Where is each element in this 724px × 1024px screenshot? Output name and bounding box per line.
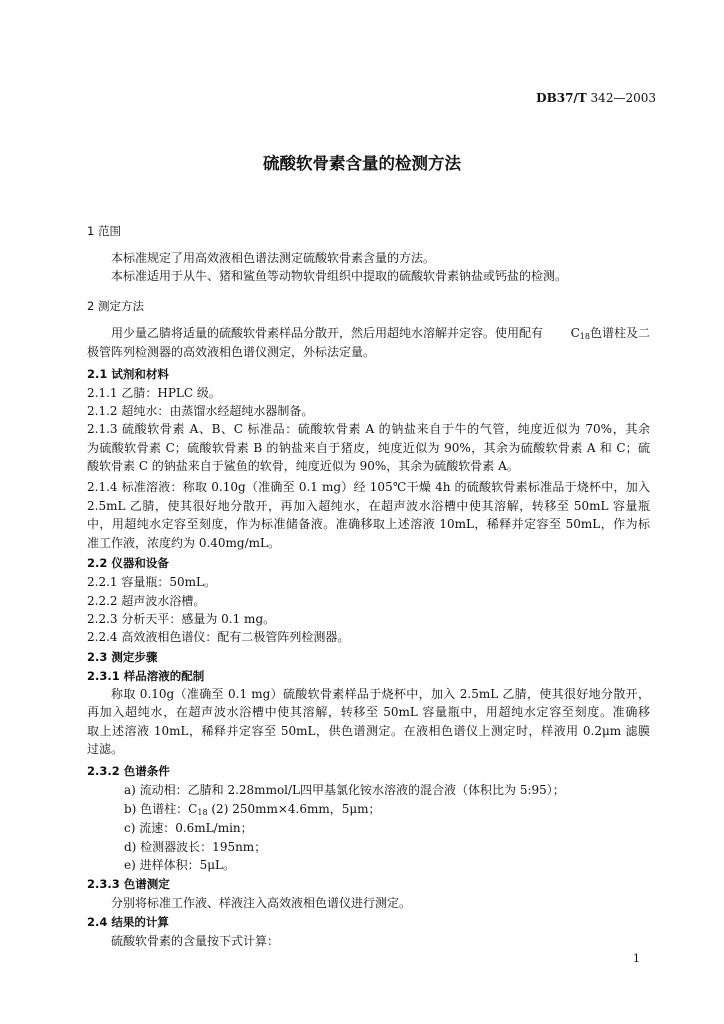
page-number: 1 — [633, 952, 640, 965]
item-2-1-4-line-3: 中，用超纯水定容至刻度，作为标准储备液。准确移取上述溶液 10mL，稀释并定容至 50mL，作为标 — [87, 517, 650, 531]
item-2-2-4: 2.2.4 高效液相色谱仪：配有二极管阵列检测器。 — [87, 630, 350, 644]
method-intro-column: $C_{18}$色谱柱及二 — [570, 326, 650, 341]
method-intro-text-a: 用少量乙腈将适量的硫酸软骨素样品分散开，然后用超纯水溶解并定容。使用配有 — [111, 326, 544, 340]
item-2-2-3: 2.2.3 分析天平：感量为 0.1 mg。 — [87, 612, 276, 626]
item-2-1-4-line-2: 2.5mL 乙腈，使其很好地分散开，再加入超纯水，在超声波水浴槽中使其溶解，转移至 50mL 容量瓶 — [87, 499, 650, 513]
item-2-1-2: 2.1.2 超纯水：由蒸馏水经超纯水器制备。 — [87, 404, 314, 418]
scope-paragraph-2: 本标准适用于从牛、猪和鲨鱼等动物软骨组织中提取的硫酸软骨素钠盐或钙盐的检测。 — [111, 269, 568, 283]
section-2-heading: 2 测定方法 — [87, 299, 144, 313]
item-2-3-1-heading: 2.3.1 样品溶液的配制 — [87, 669, 205, 683]
method-intro-line-2: 极管阵列检测器的高效液相色谱仪测定，外标法定量。 — [87, 345, 376, 359]
standard-code-number: 342—2003 — [586, 91, 656, 105]
item-2-1-4-line-1: 2.1.4 标准溶液：称取 0.10g（准确至 0.1 mg）经 105℃干燥 4h 的硫酸软骨素标准品于烧杯中，加入 — [87, 480, 650, 494]
item-2-2-1: 2.2.1 容量瓶：50mL。 — [87, 575, 216, 589]
condition-b — [124, 802, 381, 820]
section-1-heading: 1 范围 — [87, 224, 121, 238]
standard-code — [536, 91, 656, 106]
method-intro-line-1 — [111, 326, 650, 344]
item-2-2-2: 2.2.2 超声波水浴槽。 — [87, 594, 206, 608]
sample-prep-line-1: 称取 0.10g（准确至 0.1 mg）硫酸软骨素样品于烧杯中，加入 2.5mL 乙腈，使其很好地分散开， — [111, 687, 650, 701]
condition-b-subscript: 18 — [197, 808, 208, 817]
sample-prep-line-3: 取上述溶液 10mL，稀释并定容至 50mL，供色谱测定。在液相色谱仪上测定时，样液用 0.2μm 滤膜 — [87, 724, 650, 738]
sample-prep-line-4: 过滤。 — [87, 742, 124, 756]
condition-c: c) 流速：0.6mL/min； — [124, 821, 253, 835]
item-2-3-3-heading: 2.3.3 色谱测定 — [87, 877, 170, 891]
section-2-1-heading: 2.1 试剂和材料 — [87, 367, 169, 381]
item-2-1-3-line-3: 酸软骨素 C 的钠盐来自于鲨鱼的软骨，纯度近似为 90%，其余为硫酸软骨素 A。 — [87, 459, 519, 473]
item-2-1-3-line-1: 2.1.3 硫酸软骨素 A、B、C 标准品：硫酸软骨素 A 的钠盐来自于牛的气管，纯度近似为 70%，其余 — [87, 422, 650, 436]
section-2-4-heading: 2.4 结果的计算 — [87, 915, 169, 929]
item-2-3-2-heading: 2.3.2 色谱条件 — [87, 764, 170, 778]
condition-a: a) 流动相：乙腈和 2.28mmol/L四甲基氯化铵水溶液的混合液（体积比为 5:95）； — [124, 783, 565, 797]
standard-code-prefix: DB37/T — [536, 91, 587, 105]
section-2-2-heading: 2.2 仪器和设备 — [87, 556, 169, 570]
item-2-1-1: 2.1.1 乙腈：HPLC 级。 — [87, 386, 221, 400]
document-title: 硫酸软骨素含量的检测方法 — [263, 154, 461, 173]
item-2-1-4-line-4: 准工作液，浓度约为 0.40mg/mL。 — [87, 536, 280, 550]
condition-e: e) 进样体积：5μL。 — [124, 858, 236, 872]
method-intro-text-b: 色谱柱及二 — [589, 326, 650, 340]
method-intro-subscript: 18 — [579, 332, 590, 341]
chromatography-measurement-text: 分别将标准工作液、样液注入高效液相色谱仪进行测定。 — [111, 896, 412, 910]
condition-b-text-b: (2) 250mm×4.6mm，5μm； — [207, 802, 381, 816]
scope-paragraph-1: 本标准规定了用高效液相色谱法测定硫酸软骨素含量的方法。 — [111, 251, 436, 265]
calculation-intro: 硫酸软骨素的含量按下式计算： — [111, 934, 280, 948]
condition-b-text-a: b) 色谱柱：C — [124, 802, 198, 816]
condition-d: d) 检测器波长：195nm； — [124, 840, 267, 854]
sample-prep-line-2: 再加入超纯水，在超声波水浴槽中使其溶解，转移至 50mL 容量瓶中，用超纯水定容至刻度。准确移 — [87, 705, 650, 719]
item-2-1-3-line-2: 为硫酸软骨素 C；硫酸软骨素 B 的钠盐来自于猪皮，纯度近似为 90%，其余为硫酸软骨素 A 和 C；硫 — [87, 441, 650, 455]
section-2-3-heading: 2.3 测定步骤 — [87, 650, 158, 664]
